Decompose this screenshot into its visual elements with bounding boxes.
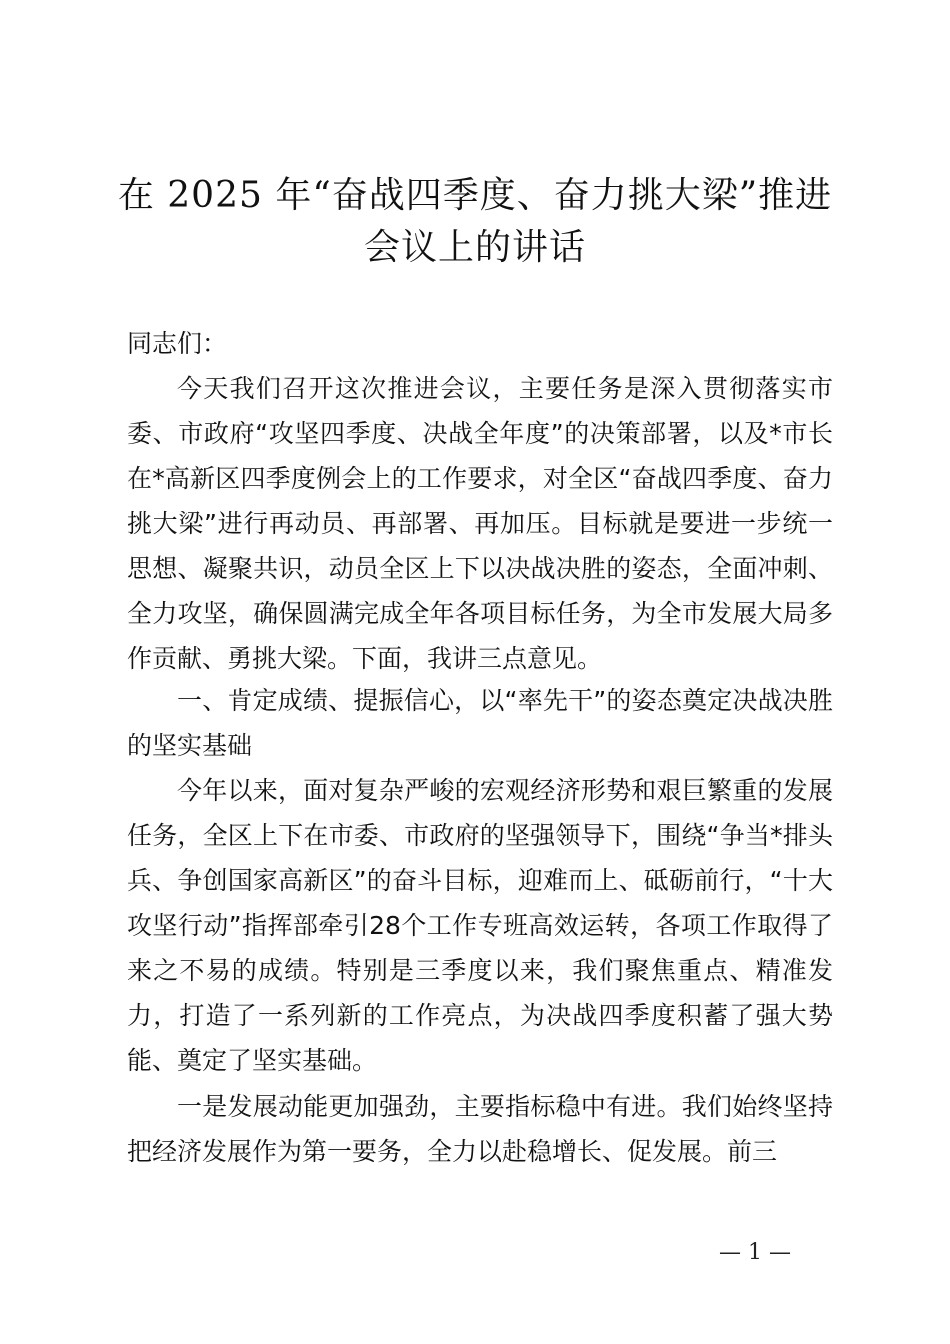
achievements-paragraph: 今年以来，面对复杂严峻的宏观经济形势和艰巨繁重的发展任务，全区上下在市委、市政府的坚强领导下，围绕“争当*排头兵、争创国家高新区”的奋斗目标，迎难而上、砥砺前行，“十大攻坚行动”指挥部牵引28个工作专班高效运转，各项工作取得了来之不易的成绩。特别是三季度以来，我们聚焦重点、精准发力，打造了一系列新的工作亮点，为决战四季度积蓄了强大势能、奠定了坚实基础。 [127, 776, 833, 1075]
speech-title-line2: 会议上的讲话 [363, 227, 586, 268]
page-number: — 1 — [719, 1240, 791, 1265]
intro-paragraph: 今天我们召开这次推进会议，主要任务是深入贯彻落实市委、市政府“攻坚四季度、决战全年度”的决策部署，以及*市长在*高新区四季度例会上的工作要求，对全区“奋战四季度、奋力挑大梁”进行再动员、再部署、再加压。目标就是要进一步统一思想、凝聚共识，动员全区上下以决战决胜的姿态，全面冲刺、全力攻坚，确保圆满完成全年各项目标任务，为全市发展大局多作贡献、勇挑大梁。下面，我讲三点意见。 [127, 374, 833, 673]
speech-title-line1: 在 2025 年“奋战四季度、奋力挑大梁”推进 [117, 175, 833, 216]
salutation: 同志们： [127, 329, 228, 358]
development-paragraph: 一是发展动能更加强劲，主要指标稳中有进。我们始终坚持把经济发展作为第一要务，全力以赴稳增长、促发展。前三 [127, 1092, 833, 1166]
section-heading-1: 一、肯定成绩、提振信心，以“率先干”的姿态奠定决战决胜的坚实基础 [127, 686, 833, 760]
